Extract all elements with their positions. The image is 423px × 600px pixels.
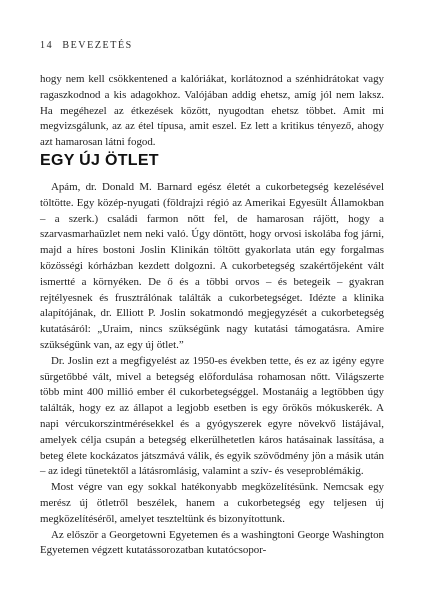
- page-number: 14: [40, 40, 54, 51]
- section-body: [40, 180, 384, 559]
- running-title: BEVEZETÉS: [62, 40, 133, 51]
- paragraph: Dr. Joslin ezt a megfigyelést az 1950-es években tette, és ez az igény egyre sürgetőbbé vált, mivel a betegség előfordulása rohamosan nőtt. Világszerte több mint 400 millió ember él cukorbetegséggel. Mostanáig a legtöbben úgy találták, hogy ez az állapot a legjobb esetben is egy örökös mókuskerék. A napi vércukorszintmérésekkel és a gyógyszerek egyre növekvő listájával, amelyek célja csupán a betegség elkerülhetetlen káros hatásainak lassítása, a beteg élete kockázatos játszmává válik, és egyik szövődmény jön a másik után – az idegi tünetektől a látásromlásig, valamint a szív- és veseproblémákig.: [40, 354, 384, 478]
- paragraph: Most végre van egy sokkal hatékonyabb megközelítésünk. Nemcsak egy merész új ötletről beszélek, hanem a cukorbetegség egy teljesen új megközelítéséről, amelyet teszteltünk és bizonyítottunk.: [40, 481, 384, 525]
- paragraph: Az először a Georgetowni Egyetemen és a washingtoni George Washington Egyetemen végzett kutatássorozatban kutatócsopor-: [40, 528, 384, 557]
- paragraph: hogy nem kell csökkentened a kalóriákat, korlátoznod a szénhidrátokat vagy ragaszkodnod a kis adagokhoz. Valójában addig ehetsz, amíg jól nem laksz. Ha megéhezel az étkezések között, nyugodtan ehetsz többet. Amit mi megvizsgálunk, az az étel típusa, amit eszel. Ez lett a kritikus tényező, ahogy azt hamarosan látni fogod.: [40, 73, 384, 149]
- running-header: [40, 40, 133, 51]
- intro-text: [40, 72, 384, 151]
- section-heading: EGY ÚJ ÖTLET: [40, 152, 159, 169]
- paragraph: Apám, dr. Donald M. Barnard egész életét a cukorbetegség kezelésével töltötte. Egy közép-nyugati (földrajzi régió az Amerikai Egyesült Államokban – a szerk.) családi farmon nőtt fel, de hamarosan rájött, hogy a szarvasmarhaüzlet nem neki való. Úgy döntött, hogy orvosi iskolába fog járni, majd a híres bostoni Joslin Klinikán töltött gyakorlata után egy forgalmas közösségi kórházban kezdett dolgozni. A cukorbetegség szakértőjeként vált ismertté a környéken. De ő és a többi orvos – és betegeik – gyakran rejtélyesnek és frusztrálónak találták a cukorbetegséget. Idézte a klinika alapítójának, dr. Elliott P. Joslin sokatmondó megjegyzését a cukorbetegség kutatásáról: „Uraim, nincs szükségünk nagy kutatási támogatásra. Amire szükségünk van, az egy új ötlet.”: [40, 181, 384, 351]
